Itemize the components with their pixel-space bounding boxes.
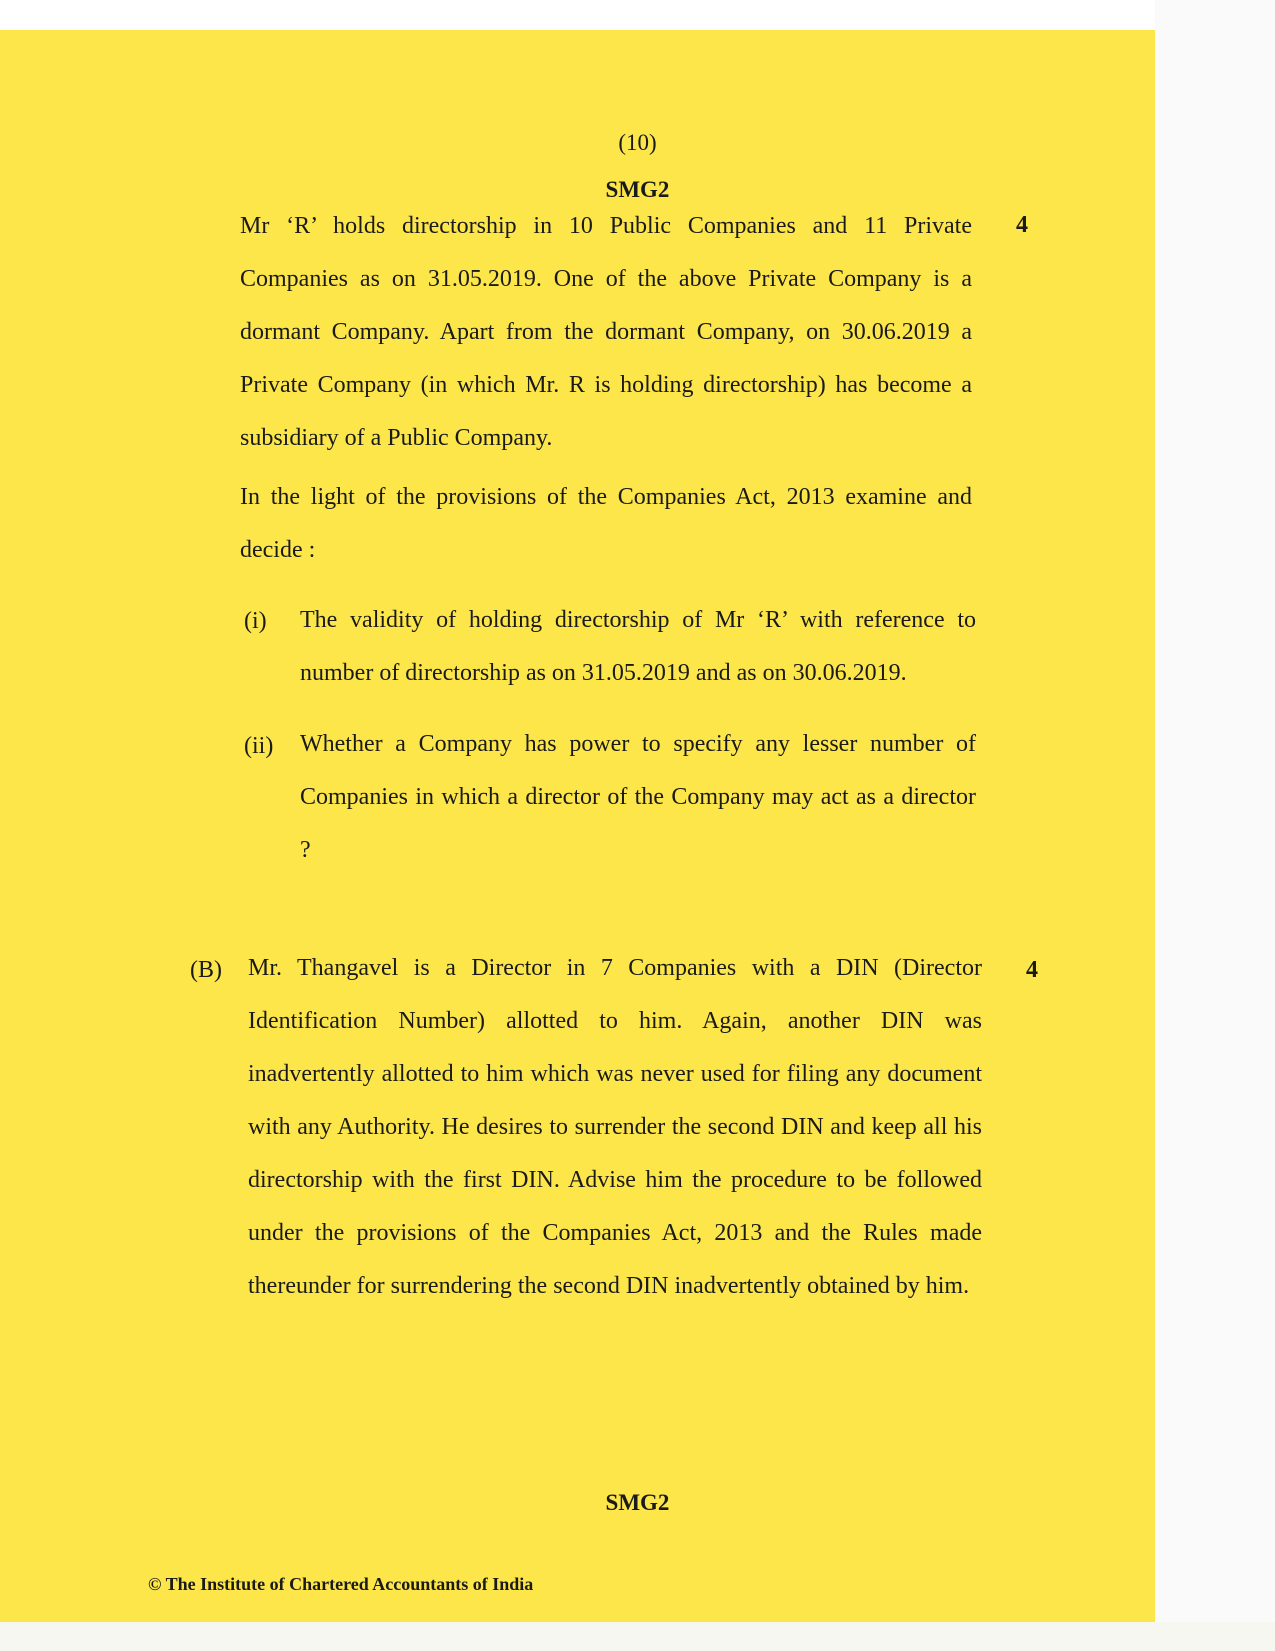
copyright-notice: © The Institute of Chartered Accountants of India (148, 1574, 534, 1594)
question-b-text: Mr. Thangavel is a Director in 7 Companies with a DIN (Director Identification Number) allotted to him. Again, another DIN was inadvertently allotted to him which was never used for filing any document with any Authority. He desires to surrender the second DIN and keep all his directorship with the first DIN. Advise him the procedure to be followed under the provisions of the Companies Act, 2013 and the Rules made thereunder for surrendering the second DIN inadvertently obtained by him. (248, 955, 982, 1299)
question-a-marks: 4 (1016, 212, 1028, 238)
page-bottom-margin (0, 1622, 1275, 1651)
item-ii-text: Whether a Company has power to specify any lesser number of Companies in which a director of the Company may act as a director ? (300, 731, 976, 863)
paper-code-footer: SMG2 (605, 1490, 670, 1515)
question-b-marks: 4 (1026, 957, 1038, 983)
page-right-margin (1155, 0, 1275, 1651)
question-b-label: (B) (190, 957, 222, 983)
question-a-intro: Mr ‘R’ holds directorship in 10 Public Companies and 11 Private Companies as on 31.05.2019. One of the above Private Company is a dormant Company. Apart from the dormant Company, on 30.06.2019 a Private Company (in which Mr. R is holding directorship) has become a subsidiary of a Public Company. (240, 213, 972, 451)
paper-code-header: SMG2 (605, 177, 670, 202)
item-ii-label: (ii) (244, 733, 274, 759)
page-number: (10) (618, 130, 657, 155)
item-i-label: (i) (244, 608, 267, 634)
item-i-text: The validity of holding directorship of Mr ‘R’ with reference to number of directorship as on 31.05.2019 and as on 30.06.2019. (300, 607, 976, 686)
question-a-instruction: In the light of the provisions of the Companies Act, 2013 examine and decide : (240, 484, 972, 563)
